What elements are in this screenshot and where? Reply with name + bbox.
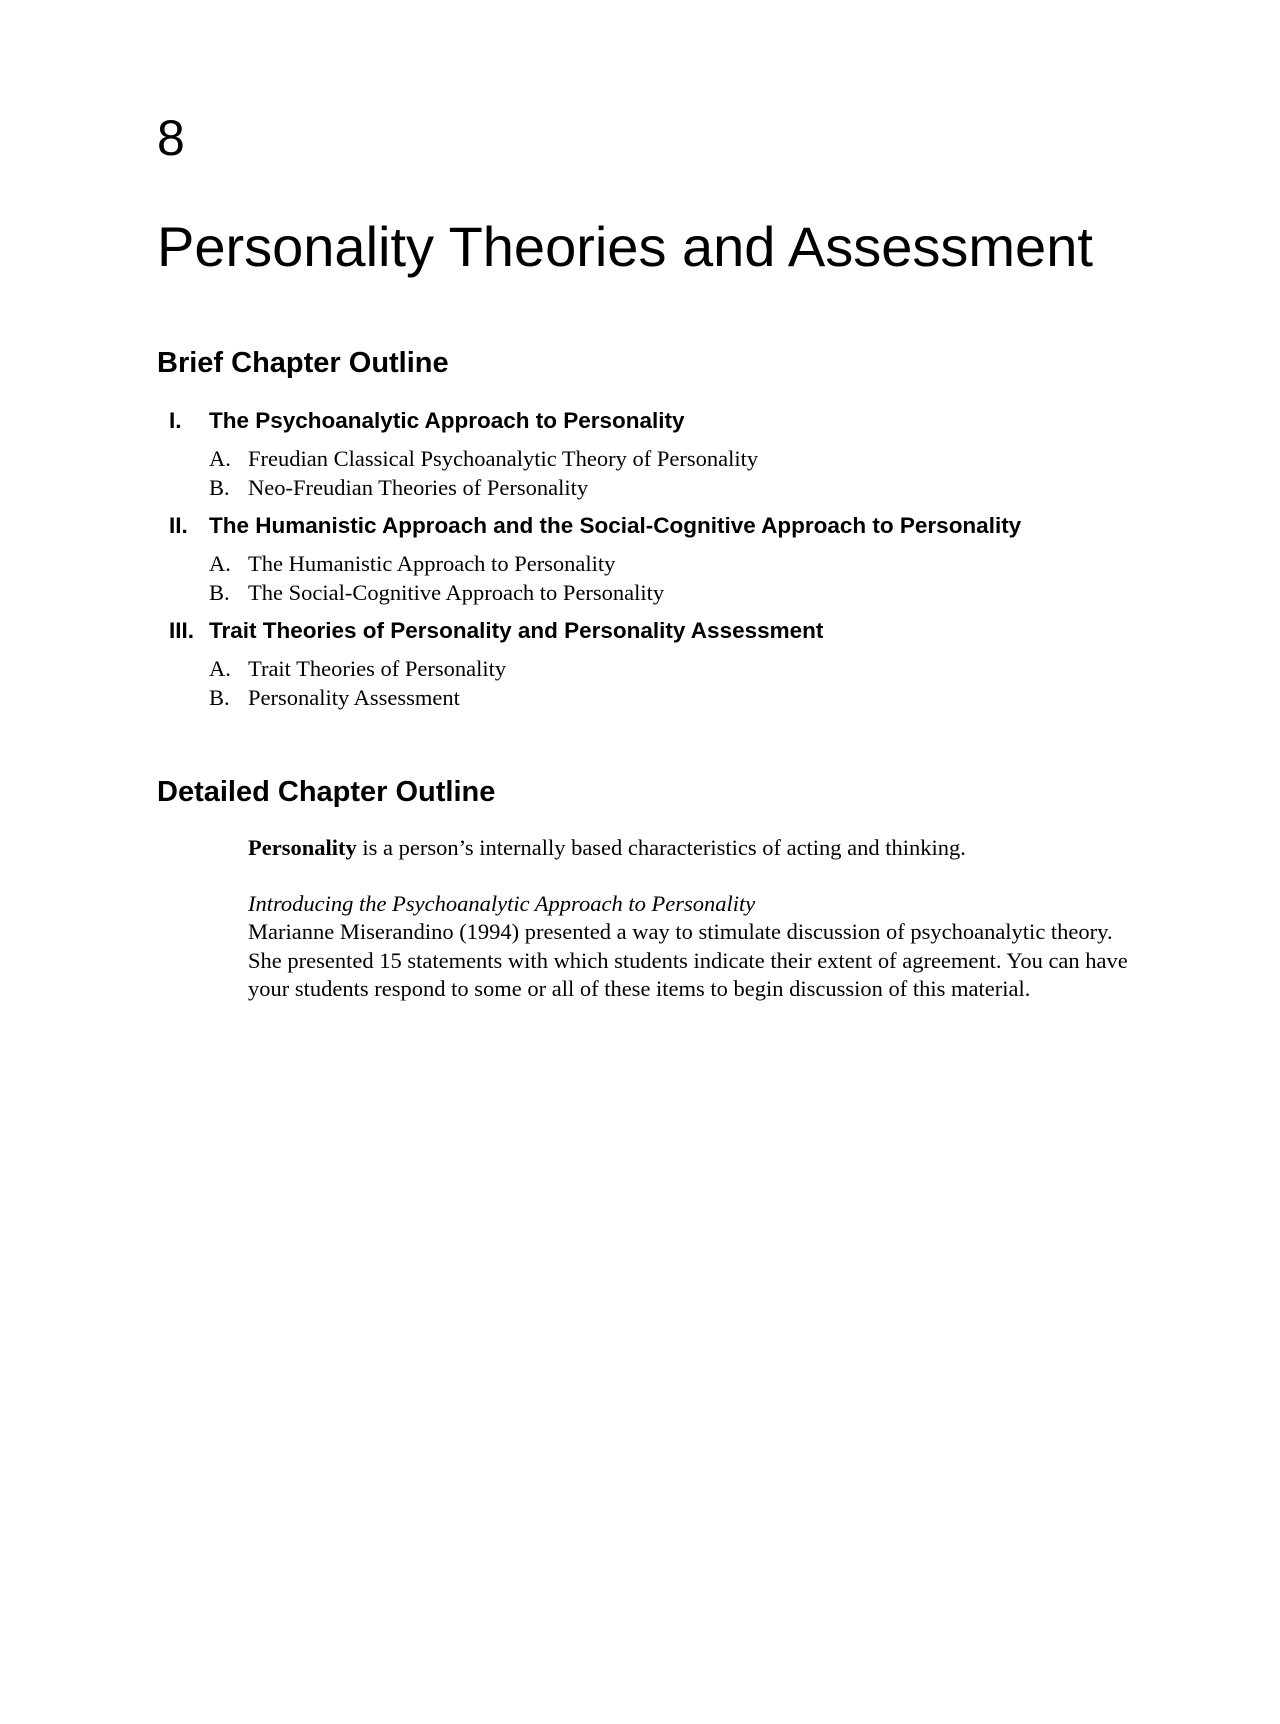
outline-sub-item <box>209 445 1157 474</box>
part-numeral: I. <box>169 408 182 433</box>
sub-item-letter: A. <box>209 446 231 472</box>
intro-paragraph: Marianne Miserandino (1994) presented a way to stimulate discussion of psychoanalytic theory. She presented 15 statements with which students indicate their extent of agreement. You can have your students respond to some or all of these items to begin discussion of this material. <box>248 919 1128 1001</box>
intro-subheading: Introducing the Psychoanalytic Approach to Personality <box>248 891 756 916</box>
part-numeral: III. <box>169 618 195 643</box>
sub-item-text: The Social-Cognitive Approach to Personality <box>248 579 665 605</box>
outline-sub-list <box>157 649 1157 718</box>
sub-item-letter: A. <box>209 656 231 682</box>
outline-sub-list <box>157 439 1157 508</box>
outline-part <box>157 613 1157 718</box>
detailed-outline-heading: Detailed Chapter Outline <box>157 776 496 808</box>
outline-sub-item <box>209 655 1157 684</box>
definition-text: is a person’s internally based characteristics of acting and thinking. <box>356 835 966 860</box>
sub-item-text: Freudian Classical Psychoanalytic Theory of Personality <box>248 446 759 472</box>
sub-item-text: Personality Assessment <box>248 684 460 710</box>
definition-term: Personality <box>248 835 357 860</box>
part-title-text: Trait Theories of Personality and Personality Assessment <box>209 618 824 643</box>
outline-sub-item <box>209 550 1157 579</box>
outline-part-title <box>157 403 1157 439</box>
outline-sub-list <box>157 544 1157 613</box>
sub-item-letter: B. <box>209 474 230 500</box>
sub-item-text: The Humanistic Approach to Personality <box>248 551 616 577</box>
brief-outline-heading: Brief Chapter Outline <box>157 347 449 379</box>
outline-part-title <box>157 508 1157 544</box>
outline-sub-item <box>209 579 1157 608</box>
outline-sub-item <box>209 684 1157 713</box>
sub-item-letter: A. <box>209 551 231 577</box>
brief-outline-list <box>157 403 1157 718</box>
detailed-outline-body <box>248 834 1148 1004</box>
outline-part-title <box>157 613 1157 649</box>
personality-definition <box>248 834 1148 862</box>
sub-item-text: Neo-Freudian Theories of Personality <box>248 474 589 500</box>
outline-sub-item <box>209 474 1157 503</box>
outline-part <box>157 403 1157 508</box>
part-title-text: The Humanistic Approach and the Social-Cognitive Approach to Personality <box>209 513 1022 538</box>
sub-item-text: Trait Theories of Personality <box>248 656 507 682</box>
chapter-number: 8 <box>157 110 185 166</box>
outline-part <box>157 508 1157 613</box>
sub-item-letter: B. <box>209 684 230 710</box>
chapter-title: Personality Theories and Assessment <box>157 215 1093 278</box>
part-title-text: The Psychoanalytic Approach to Personality <box>209 408 685 433</box>
part-numeral: II. <box>169 513 188 538</box>
sub-item-letter: B. <box>209 579 230 605</box>
